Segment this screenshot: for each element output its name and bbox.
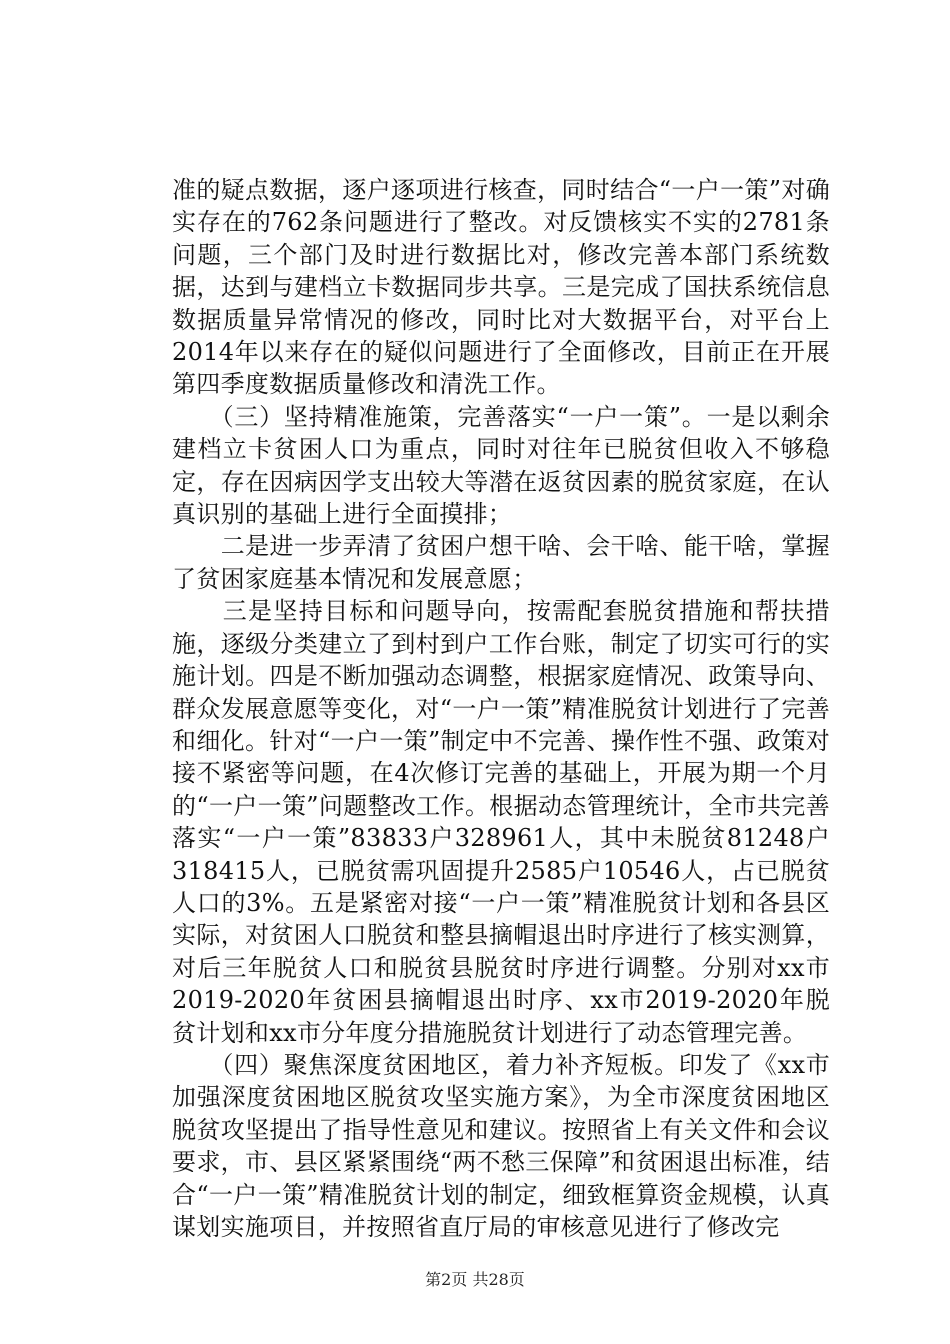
page-number-footer: 第2页 共28页	[425, 1270, 525, 1289]
paragraph: （四）聚焦深度贫困地区，着力补齐短板。印发了《xx市加强深度贫困地区脱贫攻坚实施方案》，为全市深度贫困地区脱贫攻坚提出了指导性意见和建议。按照省上有关文件和会议要求，市、县区紧紧围绕“两不愁三保障”和贫困退出标准，结合“一户一策”精准脱贫计划的制定，细致框算资金规模，认真谋划实施项目，并按照省直厅局的审核意见进行了修改完	[172, 1050, 830, 1241]
paragraph: （三）坚持精准施策，完善落实“一户一策”。一是以剩余建档立卡贫困人口为重点，同时对往年已脱贫但收入不够稳定，存在因病因学支出较大等潜在返贫因素的脱贫家庭，在认真识别的基础上进行全面摸排；	[172, 402, 830, 529]
paragraph: 二是进一步弄清了贫困户想干啥、会干啥、能干啥，掌握了贫困家庭基本情况和发展意愿；	[172, 532, 830, 593]
paragraph: 准的疑点数据，逐户逐项进行核查，同时结合“一户一策”对确实存在的762条问题进行了整改。对反馈核实不实的2781条问题，三个部门及时进行数据比对，修改完善本部门系统数据，达到与建档立卡数据同步共享。三是完成了国扶系统信息数据质量异常情况的修改，同时比对大数据平台，对平台上2014年以来存在的疑似问题进行了全面修改，目前正在开展第四季度数据质量修改和清洗工作。	[172, 176, 830, 399]
body-text	[172, 174, 830, 1243]
paragraph: 三是坚持目标和问题导向，按需配套脱贫措施和帮扶措施，逐级分类建立了到村到户工作台账，制定了切实可行的实施计划。四是不断加强动态调整，根据家庭情况、政策导向、群众发展意愿等变化，对“一户一策”精准脱贫计划进行了完善和细化。针对“一户一策”制定中不完善、操作性不强、政策对接不紧密等问题，在4次修订完善的基础上，开展为期一个月的“一户一策”问题整改工作。根据动态管理统计，全市共完善落实“一户一策”83833户328961人，其中未脱贫81248户318415人，已脱贫需巩固提升2585户10546人，占已脱贫人口的3%。五是紧密对接“一户一策”精准脱贫计划和各县区实际，对贫困人口脱贫和整县摘帽退出时序进行了核实测算，对后三年脱贫人口和脱贫县脱贫时序进行调整。分别对xx市2019-2020年贫困县摘帽退出时序、xx市2019-2020年脱贫计划和xx市分年度分措施脱贫计划进行了动态管理完善。	[172, 597, 830, 1047]
